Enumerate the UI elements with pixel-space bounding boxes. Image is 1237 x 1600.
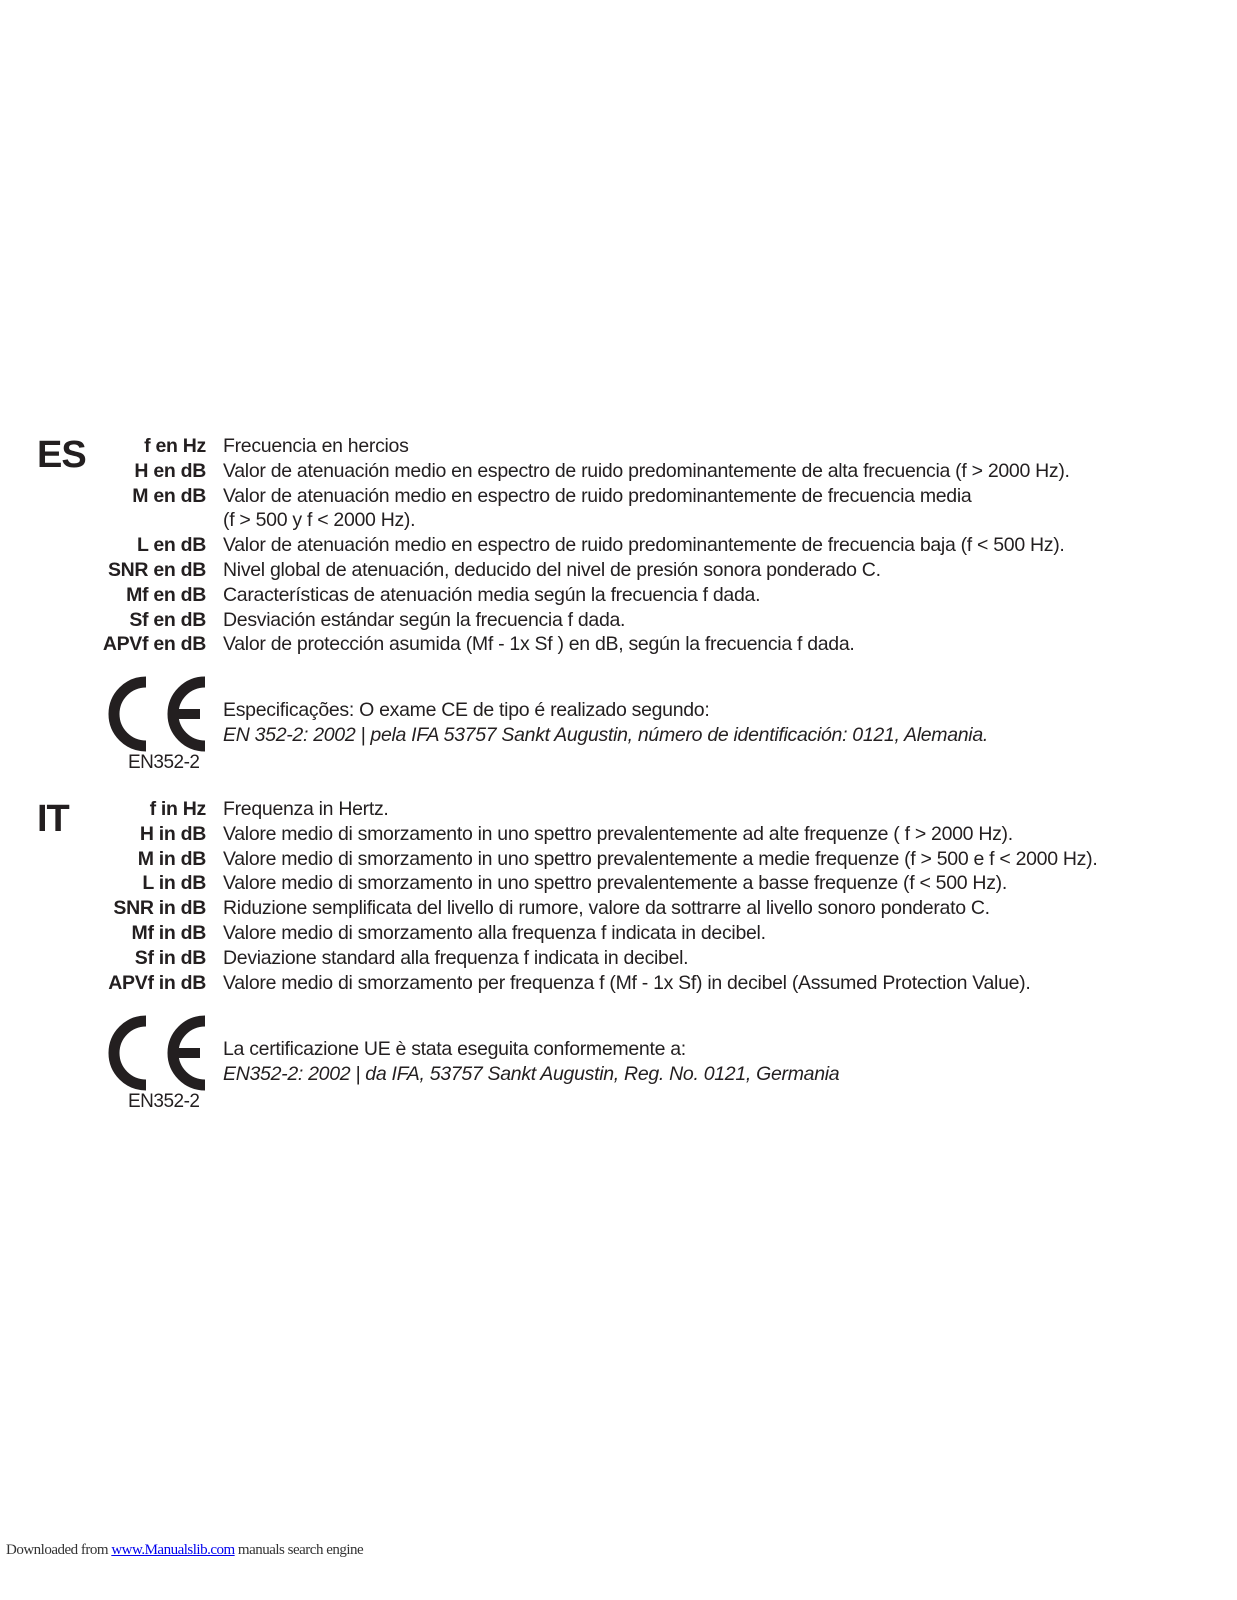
definition-desc: Nivel global de atenuación, deducido del nivel de presión sonora ponderado C. [223, 558, 881, 581]
definition-term: Sf in dB [134, 946, 206, 969]
ce-certification-text [223, 698, 988, 748]
definition-term: H en dB [134, 459, 206, 482]
ce-standard-label: EN352-2 [128, 1091, 200, 1112]
manualslib-link[interactable]: www.Manualslib.com [111, 1542, 235, 1558]
definition-row [0, 871, 1237, 896]
definitions-es [0, 434, 1237, 657]
definition-desc: Valor de atenuación medio en espectro de ruido predominantemente de frecuencia media [223, 484, 972, 507]
definition-row [0, 434, 1237, 459]
definition-row [0, 946, 1237, 971]
definition-row [0, 971, 1237, 996]
definition-term: L en dB [136, 534, 206, 557]
section-lang-es: ES [37, 434, 86, 476]
definition-desc: Valore medio di smorzamento in uno spettro prevalentemente a medie frequenze (f > 500 e f < 2000 Hz). [223, 847, 1098, 870]
ce-mark-icon [100, 1013, 210, 1093]
section-lang-it: IT [37, 798, 69, 840]
definition-row [0, 632, 1237, 657]
definitions-it [0, 797, 1237, 995]
definition-desc: Riduzione semplificata del livello di rumore, valore da sottrarre al livello sonoro ponderato C. [223, 897, 990, 920]
definition-desc: Valor de atenuación medio en espectro de ruido predominantemente de frecuencia baja (f < 500 Hz). [223, 534, 1065, 557]
definition-row [0, 484, 1237, 534]
ce-certification-es [100, 674, 1100, 784]
definition-row [0, 558, 1237, 583]
definition-desc: Valore medio di smorzamento in uno spettro prevalentemente ad alte frequenze ( f > 2000 Hz). [223, 822, 1013, 845]
definition-term: Mf in dB [131, 921, 206, 944]
download-footer [6, 1542, 363, 1559]
definition-desc: Valore medio di smorzamento in uno spettro prevalentemente a basse frequenze (f < 500 Hz). [223, 872, 1007, 895]
definition-desc: Valor de protección asumida (Mf - 1x Sf ) en dB, según la frecuencia f dada. [223, 633, 855, 656]
definition-term: APVf en dB [102, 633, 206, 656]
definition-desc: Desviación estándar según la frecuencia f dada. [223, 608, 626, 631]
definition-term: f en Hz [144, 435, 206, 457]
definition-term: M en dB [132, 484, 206, 507]
definition-term: Sf en dB [129, 608, 206, 631]
definition-desc: Valore medio di smorzamento per frequenza f (Mf - 1x Sf) in decibel (Assumed Protection Value). [223, 971, 1031, 994]
footer-prefix: Downloaded from [6, 1542, 109, 1558]
definition-row [0, 459, 1237, 484]
ce-line-1: Especificações: O exame CE de tipo é realizado segundo: [223, 699, 710, 721]
definition-row [0, 847, 1237, 872]
definition-desc-continued: (f > 500 y f < 2000 Hz). [223, 509, 416, 532]
ce-certification-it [100, 1013, 1100, 1123]
ce-standard-label: EN352-2 [128, 752, 200, 773]
ce-line-2: EN352-2: 2002 | da IFA, 53757 Sankt Augustin, Reg. No. 0121, Germania [223, 1063, 840, 1085]
definition-term: SNR en dB [107, 558, 206, 581]
definition-row [0, 896, 1237, 921]
definition-row [0, 533, 1237, 558]
definition-term: M in dB [137, 847, 206, 870]
definition-term: L in dB [142, 872, 206, 895]
definition-row [0, 583, 1237, 608]
definition-row [0, 608, 1237, 633]
ce-certification-text [223, 1037, 839, 1087]
definition-desc: Valore medio di smorzamento alla frequenza f indicata in decibel. [223, 921, 766, 944]
ce-line-2: EN 352-2: 2002 | pela IFA 53757 Sankt Augustin, número de identificación: 0121, Alemania. [223, 724, 989, 746]
definition-row [0, 921, 1237, 946]
definition-desc: Frequenza in Hertz. [223, 798, 389, 820]
definition-term: H in dB [139, 822, 206, 845]
definition-term: SNR in dB [113, 897, 206, 920]
definition-desc: Valor de atenuación medio en espectro de ruido predominantemente de alta frecuencia (f > 2000 Hz). [223, 459, 1070, 482]
definition-row [0, 797, 1237, 822]
definition-desc: Características de atenuación media según la frecuencia f dada. [223, 583, 761, 606]
footer-suffix: manuals search engine [237, 1542, 364, 1558]
definition-term: f in Hz [149, 798, 206, 820]
definition-term: APVf in dB [108, 971, 206, 994]
definition-row [0, 822, 1237, 847]
definition-desc: Frecuencia en hercios [223, 435, 409, 457]
ce-mark-icon [100, 674, 210, 754]
definition-desc: Deviazione standard alla frequenza f indicata in decibel. [223, 946, 689, 969]
ce-line-1: La certificazione UE è stata eseguita conformemente a: [223, 1038, 686, 1060]
definition-term: Mf en dB [126, 583, 206, 606]
